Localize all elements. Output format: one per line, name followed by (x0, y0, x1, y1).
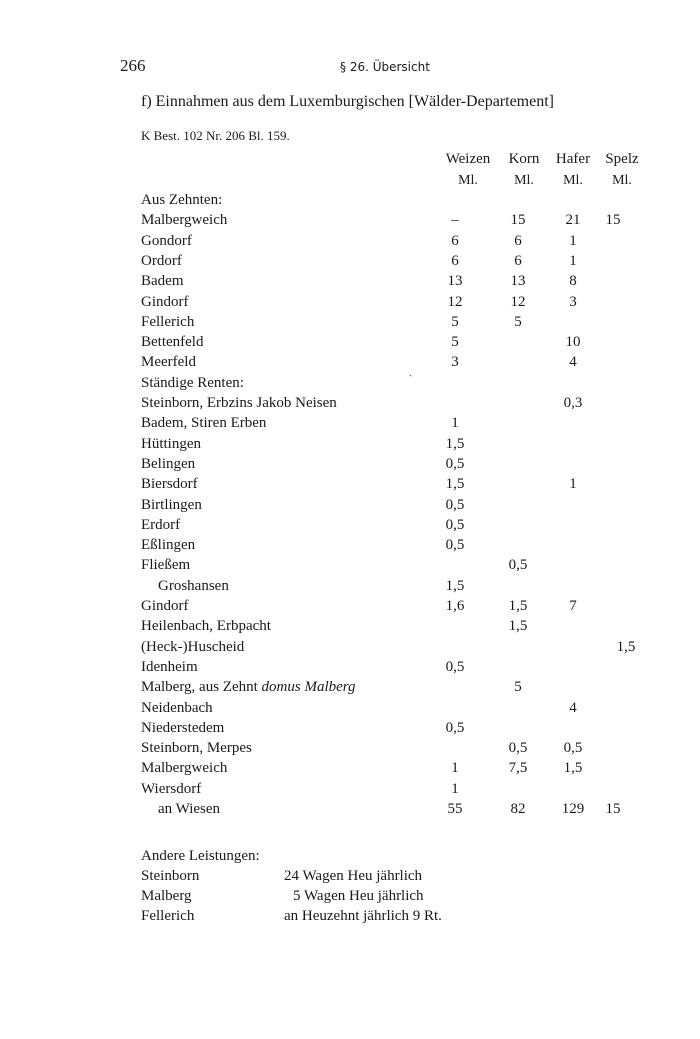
row-label-italic: domus Malberg (261, 679, 356, 696)
row-label (141, 618, 271, 635)
table-row (0, 679, 700, 699)
row-label-text: Wiersdorf (141, 780, 202, 797)
cell-value: 129 (561, 801, 585, 817)
row-label (141, 679, 356, 696)
row-label-text: Biersdorf (141, 476, 198, 493)
row-label (141, 395, 337, 412)
row-label (141, 497, 202, 514)
cell-value: 4 (569, 699, 577, 716)
row-label (141, 537, 195, 554)
row-label-text: Malbergweich (141, 212, 228, 229)
cell-value: 0,5 (445, 516, 465, 533)
cell-value: 0,5 (508, 557, 528, 574)
row-label-text: Groshansen (158, 577, 229, 594)
row-label (141, 639, 244, 656)
other-service-text: 24 Wagen Heu jährlich (284, 868, 423, 884)
row-label-text: Gindorf (141, 598, 189, 614)
row-label (158, 578, 229, 595)
row-label-text: Eßlingen (141, 537, 196, 554)
row-label-text: Neidenbach (141, 699, 213, 716)
table-row (0, 537, 700, 557)
cell-value: 3 (451, 354, 459, 371)
row-label (141, 354, 196, 371)
table-row (0, 212, 700, 232)
table-row (0, 476, 700, 496)
cell-value: 1,5 (616, 638, 636, 655)
row-label (141, 294, 189, 311)
stray-mark: ˏ (409, 366, 413, 377)
cell-value: 1 (569, 232, 577, 249)
table-row (0, 233, 700, 253)
row-label (141, 720, 224, 737)
other-service-place: Malberg (141, 888, 192, 904)
row-label-text: Aus Zehnten: (141, 192, 223, 208)
row-label-text: Idenheim (141, 658, 198, 675)
row-label-text: Ständige Renten: (141, 374, 244, 391)
cell-value: 7 (569, 598, 577, 614)
row-label-text: Hüttingen (141, 435, 201, 452)
cell-value: 1,6 (445, 598, 465, 614)
cell-value: 1 (569, 476, 577, 493)
cell-value: 3 (569, 293, 577, 310)
cell-value: 1,5 (508, 598, 528, 614)
row-label-text: Heilenbach, Erbpacht (141, 618, 271, 635)
row-label (141, 476, 198, 493)
table-row (0, 395, 700, 415)
row-label-text: Steinborn, Erbzins Jakob Neisen (141, 395, 337, 411)
cell-value: 0,5 (445, 496, 465, 513)
row-label (141, 760, 227, 777)
cell-value: 1,5 (563, 760, 583, 777)
cell-value: 1 (451, 415, 459, 432)
cell-value: 55 (447, 801, 463, 817)
table-row (0, 436, 700, 456)
table-row (0, 618, 700, 638)
row-label (141, 598, 189, 615)
row-label (141, 334, 203, 351)
col-header-hafer: Hafer (555, 151, 591, 167)
row-label (141, 273, 184, 290)
table-row (0, 415, 700, 435)
table-row (0, 456, 700, 476)
cell-value: 1,5 (445, 577, 465, 594)
cell-value: 0,5 (445, 537, 465, 554)
row-label (141, 517, 180, 534)
table-row (0, 192, 700, 212)
table-row (0, 375, 700, 395)
row-label (141, 781, 201, 798)
running-head: § 26. Übersicht (340, 60, 430, 74)
row-label-text: Birtlingen (141, 496, 202, 513)
page-number: 266 (120, 56, 146, 75)
cell-value: 6 (451, 232, 459, 249)
row-label-text: Ordorf (141, 252, 182, 269)
cell-value: 82 (510, 801, 526, 817)
table-row (0, 578, 700, 598)
row-label-text: Meerfeld (141, 354, 196, 371)
row-label (141, 375, 244, 392)
row-label-text: Gondorf (141, 232, 192, 249)
row-label-text: Bettenfeld (141, 334, 204, 351)
cell-value: 15 (605, 212, 621, 229)
row-label-text: Niederstedem (141, 719, 225, 736)
row-label-text: Erdorf (141, 516, 181, 533)
cell-value: 0,5 (445, 658, 465, 675)
cell-value: 8 (569, 273, 577, 290)
row-label (158, 801, 220, 818)
other-service-place: Fellerich (141, 908, 195, 924)
cell-value: 15 (605, 801, 621, 817)
row-label-text: Fließem (141, 557, 191, 574)
col-header-korn: Korn (508, 151, 540, 167)
cell-value: 0,5 (445, 455, 465, 472)
cell-value: 6 (451, 252, 459, 269)
col-unit-korn: Ml. (514, 173, 534, 188)
table-row (0, 253, 700, 273)
table-row (0, 334, 700, 354)
source-reference: K Best. 102 Nr. 206 Bl. 159. (141, 128, 290, 143)
table-row (0, 598, 700, 618)
row-label (141, 314, 194, 331)
row-label-text: Fellerich (141, 313, 195, 330)
table-row (0, 720, 700, 740)
row-label-text: an Wiesen (158, 801, 221, 817)
cell-value: 10 (565, 334, 581, 351)
cell-value: 12 (510, 293, 526, 310)
col-unit-hafer: Ml. (563, 173, 583, 188)
cell-value: 1 (451, 760, 459, 777)
row-label (141, 456, 195, 473)
table-row (0, 273, 700, 293)
cell-value: 1,5 (445, 476, 465, 493)
cell-value: 21 (565, 212, 581, 229)
row-label (141, 740, 252, 757)
cell-value: 1 (451, 780, 459, 797)
row-label (141, 700, 213, 717)
cell-value: 7,5 (508, 760, 528, 777)
cell-value: 0,5 (508, 740, 528, 757)
cell-value: 12 (447, 293, 463, 310)
cell-value: 1,5 (445, 435, 465, 452)
row-label-text: Steinborn, Merpes (141, 740, 252, 757)
other-service-place: Steinborn (141, 868, 200, 884)
section-title: f) Einnahmen aus dem Luxemburgischen [Wälder-Departement] (141, 93, 554, 110)
other-service-text: 5 Wagen Heu jährlich (293, 888, 424, 904)
cell-value: 13 (510, 273, 526, 290)
cell-value: 6 (514, 232, 522, 249)
row-label-text: Badem, Stiren Erben (141, 415, 267, 432)
row-label-text: Gindorf (141, 293, 189, 310)
row-label (141, 659, 198, 676)
table-row (0, 659, 700, 679)
cell-value: 0,5 (445, 719, 465, 736)
row-label (141, 192, 222, 209)
row-label-text: (Heck-)Huscheid (141, 638, 245, 655)
col-header-weizen: Weizen (445, 151, 491, 167)
table-row (0, 354, 700, 374)
cell-value: – (451, 212, 459, 229)
row-label (141, 415, 266, 432)
cell-value: 1,5 (508, 618, 528, 635)
table-row (0, 517, 700, 537)
col-unit-spelz: Ml. (612, 173, 632, 188)
row-label (141, 436, 201, 453)
table-row (0, 760, 700, 780)
cell-value: 4 (569, 354, 577, 371)
row-label (141, 253, 182, 270)
cell-value: 5 (451, 334, 459, 351)
cell-value: 13 (447, 273, 463, 290)
table-row (0, 801, 700, 821)
table-row (0, 740, 700, 760)
row-label (141, 233, 192, 250)
row-label (141, 212, 227, 229)
cell-value: 6 (514, 252, 522, 269)
col-header-spelz: Spelz (605, 151, 639, 167)
cell-value: 1 (569, 252, 577, 269)
row-label-text: Badem (141, 273, 184, 290)
table-row (0, 557, 700, 577)
cell-value: 0,5 (563, 740, 583, 757)
row-label-text: Malbergweich (141, 760, 228, 777)
table-row (0, 314, 700, 334)
table-row (0, 781, 700, 801)
cell-value: 5 (451, 313, 459, 330)
other-services-title: Andere Leistungen: (141, 848, 260, 864)
cell-value: 5 (514, 679, 522, 696)
cell-value: 5 (514, 313, 522, 330)
table-row (0, 294, 700, 314)
table-row (0, 700, 700, 720)
table-row (0, 639, 700, 659)
row-label-text: Belingen (141, 455, 196, 472)
row-label-text: Malberg, aus Zehnt (141, 679, 258, 696)
cell-value: 0,3 (563, 395, 583, 411)
cell-value: 15 (510, 212, 526, 229)
col-unit-weizen: Ml. (458, 173, 478, 188)
other-service-text: an Heuzehnt jährlich 9 Rt. (284, 908, 442, 924)
table-row (0, 497, 700, 517)
row-label (141, 557, 190, 574)
